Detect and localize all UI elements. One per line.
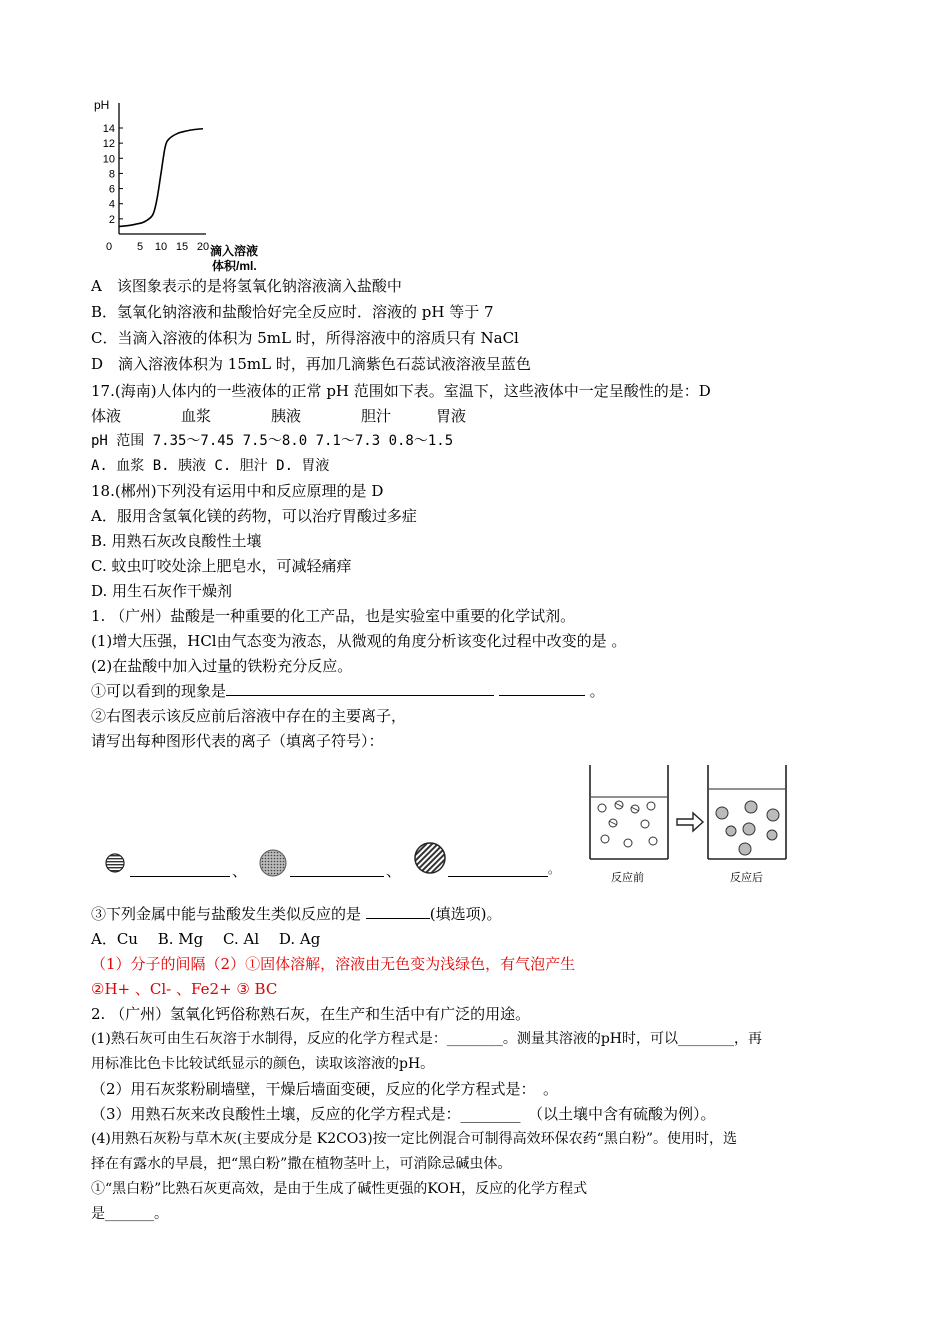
ion-answer-blank-3[interactable] — [448, 862, 548, 877]
p2-sub4b: 择在有露水的早晨，把“黑白粉”撒在植物茎叶上，可消除忌碱虫体。 — [91, 1156, 512, 1172]
p1-sub2-1 — [91, 681, 605, 701]
y-axis-label: pH — [94, 98, 110, 112]
p1-sub3-end: (填选项)。 — [429, 905, 502, 923]
p2-sub2: （2）用石灰浆粉刷墙壁，干燥后墙面变硬，反应的化学方程式是： 。 — [91, 1080, 559, 1098]
x-axis-label-line2: 体积/ml. — [212, 259, 257, 273]
p1-sub2-1-end: 。 — [589, 682, 605, 700]
p2-stem: 2. （广州）氢氧化钙俗称熟石灰，在生产和生活中有广泛的用途。 — [91, 1005, 531, 1023]
beaker-before-label: 反应前 — [611, 872, 644, 884]
p2-sub4c: ①“黑白粉”比熟石灰更高效，是由于生成了碱性更强的KOH，反应的化学方程式 — [91, 1181, 588, 1197]
p1-sub2-2b: 请写出每种图形代表的离子（填离子符号）： — [91, 732, 384, 750]
p1-sub3 — [91, 904, 502, 924]
q18-option-c: C. 蚊虫叮咬处涂上肥皂水，可减轻痛痒 — [91, 557, 352, 575]
x-tick-label: 0 — [105, 241, 113, 253]
y-tick-label: 10 — [102, 153, 115, 166]
y-tick-label: 2 — [108, 213, 115, 226]
beaker-after-label: 反应后 — [730, 872, 763, 884]
q17-options: A. 血浆 B. 胰液 C. 胆汁 D. 胃液 — [91, 458, 330, 474]
ph-curve-line — [119, 129, 203, 227]
ph-titration-graph — [88, 95, 288, 273]
x-axis-ticks — [106, 241, 209, 253]
y-tick-label: 12 — [102, 138, 115, 151]
y-tick-label: 8 — [108, 168, 115, 181]
reaction-beakers-diagram — [585, 763, 795, 887]
p2-sub4a: (4)用熟石灰粉与草木灰(主要成分是 K2CO3)按一定比例混合可制得高效环保农药“黑白粉”。使用时，选 — [91, 1131, 737, 1147]
q18-option-d: D. 用生石灰作干燥剂 — [91, 582, 233, 600]
q18-option-b: B. 用熟石灰改良酸性土壤 — [91, 532, 262, 550]
p1-sub2-1-text: ①可以看到的现象是 — [91, 682, 227, 700]
ion-symbol-striped-circle-icon — [104, 852, 126, 874]
p1-answer-1: （1）分子的间隔（2）①固体溶解，溶液由无色变为浅绿色，有气泡产生 — [91, 955, 576, 973]
q16-option-c: C．当滴入溶液的体积为 5mL 时，所得溶液中的溶质只有 NaCl — [91, 329, 519, 347]
q16-option-a: A 该图象表示的是将氢氧化钠溶液滴入盐酸中 — [91, 277, 402, 295]
beaker-before-particles — [598, 801, 657, 847]
ion-end-mark: 。 — [548, 862, 561, 876]
p2-sub1a: (1)熟石灰可由生石灰溶于水制得，反应的化学方程式是：________。测量其溶液的pH时，可以________，再 — [91, 1031, 762, 1047]
p1-sub3-text: ③下列金属中能与盐酸发生类似反应的是 — [91, 905, 362, 923]
p1-stem: 1. （广州）盐酸是一种重要的化工产品，也是实验室中重要的化学试剂。 — [91, 607, 576, 625]
y-tick-label: 6 — [108, 183, 115, 196]
reaction-arrow-icon — [677, 813, 703, 831]
q17-table-ranges: pH 范围 7.35～7.45 7.5～8.0 7.1～7.3 0.8～1.5 — [91, 433, 454, 449]
p1-sub3-options: A．Cu B. Mg C. Al D. Ag — [91, 930, 321, 948]
ion-separator-1: 、 — [232, 862, 248, 880]
q16-option-d: D 滴入溶液体积为 15mL 时，再加几滴紫色石蕊试液溶液呈蓝色 — [91, 355, 531, 373]
answer-blank-phenomenon-2[interactable] — [499, 681, 585, 696]
ion-answer-blank-2[interactable] — [290, 862, 384, 877]
ion-separator-2: 、 — [386, 862, 402, 880]
p1-answer-2: ②H+ 、Cl- 、Fe2+ ③ BC — [91, 980, 278, 998]
y-axis-ticks — [103, 123, 123, 226]
x-tick-label: 5 — [136, 241, 144, 253]
y-tick-label: 14 — [102, 123, 115, 135]
p2-sub1b: 用标准比色卡比较试纸显示的颜色，读取该溶液的pH。 — [91, 1056, 435, 1072]
ion-symbol-hatched-circle-icon — [412, 840, 448, 876]
p1-sub2-2a: ②右图表示该反应前后溶液中存在的主要离子， — [91, 707, 407, 725]
beaker-after-particles — [716, 801, 779, 855]
p1-sub2: (2)在盐酸中加入过量的铁粉充分反应。 — [91, 657, 353, 675]
x-tick-label: 20 — [196, 241, 210, 253]
p2-sub4d: 是_______。 — [91, 1206, 168, 1222]
q17-stem: 17.(海南)人体内的一些液体的正常 pH 范围如下表。室温下，这些液体中一定呈酸性的是：D — [91, 382, 711, 400]
ion-answer-blank-1[interactable] — [130, 862, 230, 877]
answer-blank-metal[interactable] — [366, 904, 430, 919]
p2-sub3: （3）用熟石灰来改良酸性土壤，反应的化学方程式是：________ （以土壤中含有硫酸为例）。 — [91, 1105, 716, 1123]
q16-option-b: B．氢氧化钠溶液和盐酸恰好完全反应时．溶液的 pH 等于 7 — [91, 303, 494, 321]
p1-sub1: (1)增大压强，HCl由气态变为液态，从微观的角度分析该变化过程中改变的是 。 — [91, 632, 627, 650]
y-tick-label: 4 — [108, 198, 115, 211]
ion-symbol-dotted-circle-icon — [258, 848, 288, 878]
q18-stem: 18.(郴州)下列没有运用中和反应原理的是 D — [91, 482, 384, 500]
answer-blank-phenomenon[interactable] — [226, 681, 494, 696]
x-axis-label-line1: 滴入溶液 — [210, 244, 259, 258]
q18-option-a: A．服用含氢氧化镁的药物，可以治疗胃酸过多症 — [91, 507, 417, 525]
x-tick-label: 15 — [175, 241, 189, 253]
x-tick-label: 10 — [154, 241, 168, 253]
q17-table-header: 体液 血浆 胰液 胆汁 胃液 — [91, 407, 467, 425]
